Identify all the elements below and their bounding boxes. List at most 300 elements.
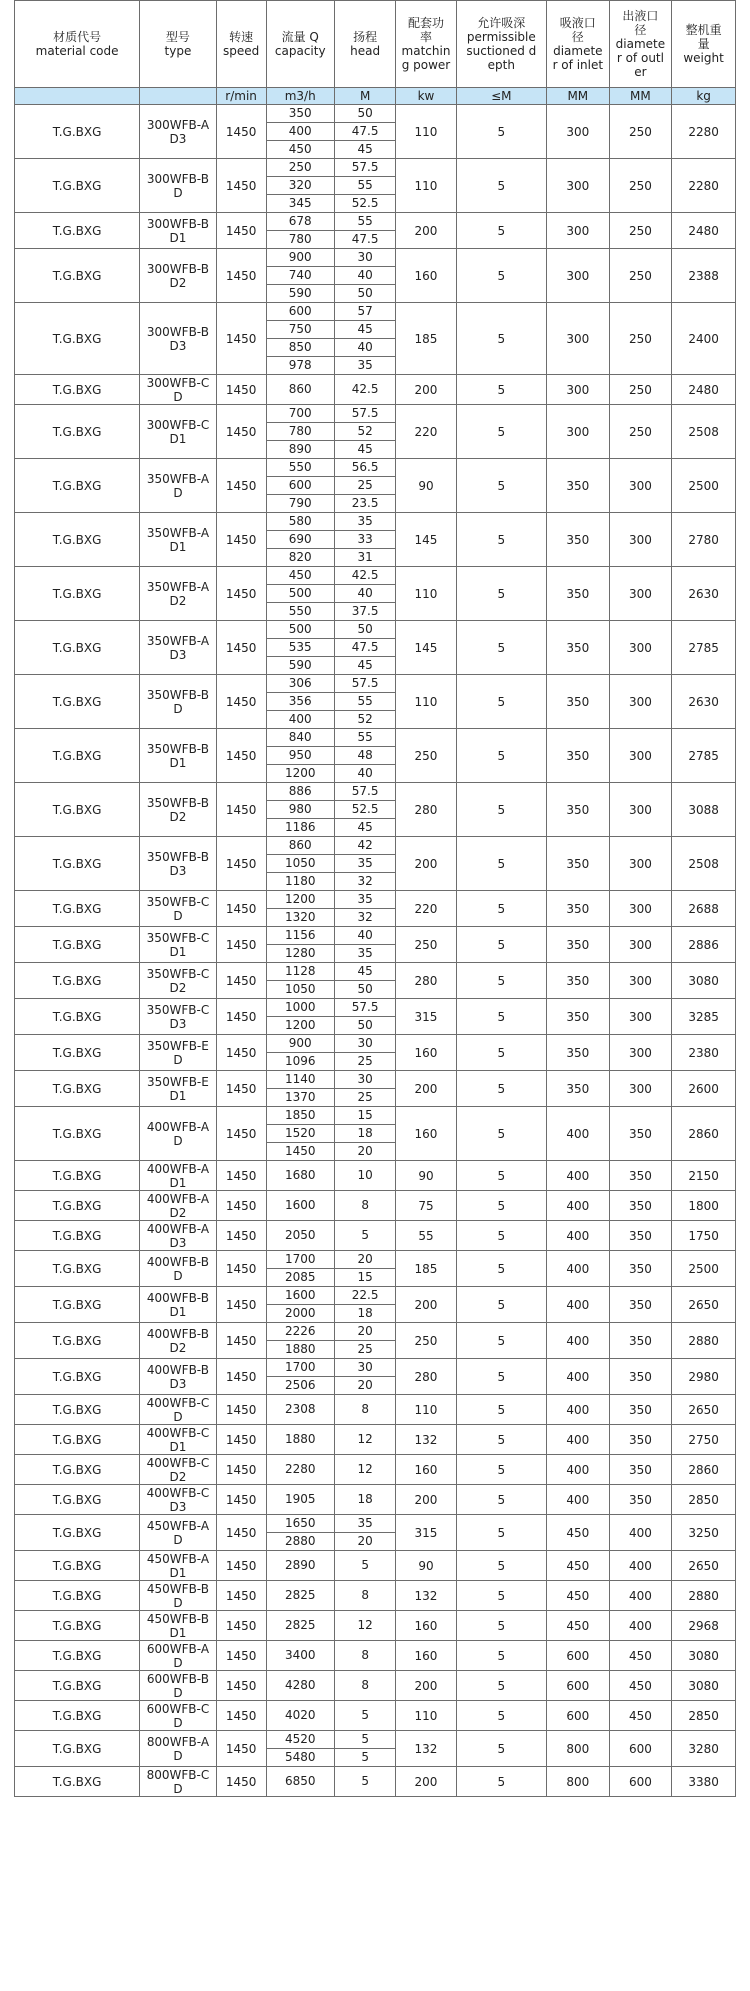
material-code-cell: T.G.BXG xyxy=(15,1767,140,1797)
type-cell: 350WFB-AD2 xyxy=(140,567,217,621)
material-code-cell: T.G.BXG xyxy=(15,675,140,729)
material-code-cell: T.G.BXG xyxy=(15,1359,140,1395)
capacity-cell: 2890 xyxy=(266,1551,334,1581)
suction-depth-cell: 5 xyxy=(456,1641,546,1671)
head-cell: 35 xyxy=(334,855,395,873)
power-cell: 132 xyxy=(396,1425,456,1455)
speed-cell: 1450 xyxy=(216,1455,266,1485)
header-type: 型号 type xyxy=(140,1,217,88)
table-row xyxy=(15,459,736,477)
capacity-cell: 2825 xyxy=(266,1581,334,1611)
head-cell: 45 xyxy=(334,321,395,339)
capacity-cell: 4020 xyxy=(266,1701,334,1731)
capacity-cell: 1600 xyxy=(266,1191,334,1221)
suction-depth-cell: 5 xyxy=(456,1455,546,1485)
head-cell: 57.5 xyxy=(334,783,395,801)
capacity-cell: 860 xyxy=(266,837,334,855)
inlet-cell: 450 xyxy=(547,1515,610,1551)
outlet-cell: 300 xyxy=(609,1035,672,1071)
capacity-cell: 250 xyxy=(266,159,334,177)
suction-depth-cell: 5 xyxy=(456,1359,546,1395)
capacity-cell: 1370 xyxy=(266,1089,334,1107)
speed-cell: 1450 xyxy=(216,1641,266,1671)
capacity-cell: 950 xyxy=(266,747,334,765)
suction-depth-cell: 5 xyxy=(456,1287,546,1323)
material-code-cell: T.G.BXG xyxy=(15,837,140,891)
power-cell: 90 xyxy=(396,1161,456,1191)
header-row xyxy=(15,1,736,88)
speed-cell: 1450 xyxy=(216,159,266,213)
head-cell: 45 xyxy=(334,819,395,837)
table-row xyxy=(15,783,736,801)
weight-cell: 2980 xyxy=(672,1359,736,1395)
table-row xyxy=(15,1323,736,1341)
table-row xyxy=(15,1731,736,1749)
capacity-cell: 450 xyxy=(266,141,334,159)
table-row xyxy=(15,1455,736,1485)
head-cell: 25 xyxy=(334,1053,395,1071)
inlet-cell: 350 xyxy=(547,621,610,675)
inlet-cell: 400 xyxy=(547,1221,610,1251)
material-code-cell: T.G.BXG xyxy=(15,1551,140,1581)
speed-cell: 1450 xyxy=(216,675,266,729)
power-cell: 315 xyxy=(396,999,456,1035)
inlet-cell: 800 xyxy=(547,1767,610,1797)
head-cell: 35 xyxy=(334,945,395,963)
head-cell: 50 xyxy=(334,621,395,639)
table-row xyxy=(15,1161,736,1191)
outlet-cell: 400 xyxy=(609,1551,672,1581)
weight-cell: 3380 xyxy=(672,1767,736,1797)
type-cell: 400WFB-CD3 xyxy=(140,1485,217,1515)
capacity-cell: 1050 xyxy=(266,855,334,873)
material-code-cell: T.G.BXG xyxy=(15,1287,140,1323)
power-cell: 132 xyxy=(396,1731,456,1767)
head-cell: 20 xyxy=(334,1143,395,1161)
type-cell: 400WFB-CD xyxy=(140,1395,217,1425)
power-cell: 132 xyxy=(396,1581,456,1611)
head-cell: 52.5 xyxy=(334,195,395,213)
type-cell: 800WFB-CD xyxy=(140,1767,217,1797)
capacity-cell: 350 xyxy=(266,105,334,123)
power-cell: 200 xyxy=(396,1287,456,1323)
capacity-cell: 400 xyxy=(266,711,334,729)
inlet-cell: 400 xyxy=(547,1251,610,1287)
inlet-cell: 300 xyxy=(547,213,610,249)
type-cell: 450WFB-BD xyxy=(140,1581,217,1611)
table-row xyxy=(15,963,736,981)
material-code-cell: T.G.BXG xyxy=(15,1395,140,1425)
head-cell: 35 xyxy=(334,891,395,909)
material-code-cell: T.G.BXG xyxy=(15,1251,140,1287)
inlet-cell: 400 xyxy=(547,1359,610,1395)
speed-cell: 1450 xyxy=(216,1581,266,1611)
outlet-cell: 300 xyxy=(609,783,672,837)
type-cell: 450WFB-AD xyxy=(140,1515,217,1551)
head-cell: 42 xyxy=(334,837,395,855)
outlet-cell: 350 xyxy=(609,1455,672,1485)
type-cell: 350WFB-AD1 xyxy=(140,513,217,567)
head-cell: 8 xyxy=(334,1191,395,1221)
speed-cell: 1450 xyxy=(216,963,266,999)
speed-cell: 1450 xyxy=(216,621,266,675)
capacity-cell: 900 xyxy=(266,249,334,267)
weight-cell: 2968 xyxy=(672,1611,736,1641)
table-row xyxy=(15,1191,736,1221)
weight-cell: 2750 xyxy=(672,1425,736,1455)
material-code-cell: T.G.BXG xyxy=(15,375,140,405)
table-row xyxy=(15,375,736,405)
power-cell: 110 xyxy=(396,567,456,621)
power-cell: 315 xyxy=(396,1515,456,1551)
suction-depth-cell: 5 xyxy=(456,405,546,459)
inlet-cell: 350 xyxy=(547,1035,610,1071)
power-cell: 160 xyxy=(396,249,456,303)
outlet-cell: 250 xyxy=(609,105,672,159)
table-row xyxy=(15,213,736,231)
head-cell: 40 xyxy=(334,765,395,783)
capacity-cell: 1880 xyxy=(266,1341,334,1359)
head-cell: 30 xyxy=(334,249,395,267)
table-row xyxy=(15,1107,736,1125)
speed-cell: 1450 xyxy=(216,729,266,783)
power-cell: 185 xyxy=(396,303,456,375)
speed-cell: 1450 xyxy=(216,1251,266,1287)
type-cell: 400WFB-BD1 xyxy=(140,1287,217,1323)
capacity-cell: 550 xyxy=(266,459,334,477)
table-row xyxy=(15,1767,736,1797)
capacity-cell: 890 xyxy=(266,441,334,459)
suction-depth-cell: 5 xyxy=(456,1485,546,1515)
weight-cell: 2500 xyxy=(672,459,736,513)
material-code-cell: T.G.BXG xyxy=(15,927,140,963)
head-cell: 18 xyxy=(334,1305,395,1323)
material-code-cell: T.G.BXG xyxy=(15,729,140,783)
head-cell: 5 xyxy=(334,1767,395,1797)
outlet-cell: 350 xyxy=(609,1287,672,1323)
weight-cell: 2650 xyxy=(672,1287,736,1323)
suction-depth-cell: 5 xyxy=(456,1191,546,1221)
capacity-cell: 1050 xyxy=(266,981,334,999)
table-row xyxy=(15,249,736,267)
weight-cell: 2500 xyxy=(672,1251,736,1287)
suction-depth-cell: 5 xyxy=(456,729,546,783)
capacity-cell: 678 xyxy=(266,213,334,231)
head-cell: 55 xyxy=(334,729,395,747)
material-code-cell: T.G.BXG xyxy=(15,1107,140,1161)
outlet-cell: 300 xyxy=(609,621,672,675)
table-row xyxy=(15,1701,736,1731)
header-matching-power: 配套功 率 matchin g power xyxy=(396,1,456,88)
capacity-cell: 700 xyxy=(266,405,334,423)
weight-cell: 3250 xyxy=(672,1515,736,1551)
capacity-cell: 1320 xyxy=(266,909,334,927)
speed-cell: 1450 xyxy=(216,567,266,621)
type-cell: 800WFB-AD xyxy=(140,1731,217,1767)
header-outlet-diameter: 出液口 径 diamete r of outl er xyxy=(609,1,672,88)
material-code-cell: T.G.BXG xyxy=(15,1731,140,1767)
power-cell: 160 xyxy=(396,1035,456,1071)
speed-cell: 1450 xyxy=(216,1731,266,1767)
speed-cell: 1450 xyxy=(216,927,266,963)
table-row xyxy=(15,1287,736,1305)
outlet-cell: 350 xyxy=(609,1251,672,1287)
head-cell: 8 xyxy=(334,1581,395,1611)
inlet-cell: 400 xyxy=(547,1455,610,1485)
type-cell: 300WFB-BD2 xyxy=(140,249,217,303)
weight-cell: 3088 xyxy=(672,783,736,837)
power-cell: 280 xyxy=(396,1359,456,1395)
type-cell: 350WFB-AD3 xyxy=(140,621,217,675)
header-speed: 转速 speed xyxy=(216,1,266,88)
material-code-cell: T.G.BXG xyxy=(15,1323,140,1359)
material-code-cell: T.G.BXG xyxy=(15,405,140,459)
capacity-cell: 600 xyxy=(266,303,334,321)
power-cell: 280 xyxy=(396,963,456,999)
material-code-cell: T.G.BXG xyxy=(15,249,140,303)
capacity-cell: 1200 xyxy=(266,765,334,783)
type-cell: 400WFB-AD3 xyxy=(140,1221,217,1251)
head-cell: 5 xyxy=(334,1221,395,1251)
capacity-cell: 6850 xyxy=(266,1767,334,1797)
type-cell: 400WFB-BD2 xyxy=(140,1323,217,1359)
header-inlet-diameter: 吸液口 径 diamete r of inlet xyxy=(547,1,610,88)
capacity-cell: 306 xyxy=(266,675,334,693)
power-cell: 220 xyxy=(396,405,456,459)
speed-cell: 1450 xyxy=(216,837,266,891)
power-cell: 160 xyxy=(396,1641,456,1671)
table-row xyxy=(15,1395,736,1425)
outlet-cell: 600 xyxy=(609,1767,672,1797)
power-cell: 250 xyxy=(396,1323,456,1359)
weight-cell: 2860 xyxy=(672,1455,736,1485)
weight-cell: 3080 xyxy=(672,963,736,999)
weight-cell: 2600 xyxy=(672,1071,736,1107)
head-cell: 50 xyxy=(334,105,395,123)
weight-cell: 2630 xyxy=(672,567,736,621)
inlet-cell: 450 xyxy=(547,1611,610,1641)
inlet-cell: 450 xyxy=(547,1581,610,1611)
suction-depth-cell: 5 xyxy=(456,1161,546,1191)
type-cell: 450WFB-AD1 xyxy=(140,1551,217,1581)
speed-cell: 1450 xyxy=(216,459,266,513)
inlet-cell: 300 xyxy=(547,375,610,405)
capacity-cell: 1905 xyxy=(266,1485,334,1515)
unit-cell xyxy=(140,88,217,105)
head-cell: 8 xyxy=(334,1395,395,1425)
weight-cell: 2508 xyxy=(672,837,736,891)
type-cell: 350WFB-ED1 xyxy=(140,1071,217,1107)
outlet-cell: 250 xyxy=(609,213,672,249)
suction-depth-cell: 5 xyxy=(456,783,546,837)
type-cell: 400WFB-CD1 xyxy=(140,1425,217,1455)
capacity-cell: 550 xyxy=(266,603,334,621)
header-capacity: 流量 Q capacity xyxy=(266,1,334,88)
inlet-cell: 400 xyxy=(547,1287,610,1323)
head-cell: 42.5 xyxy=(334,567,395,585)
capacity-cell: 750 xyxy=(266,321,334,339)
type-cell: 400WFB-BD xyxy=(140,1251,217,1287)
head-cell: 10 xyxy=(334,1161,395,1191)
suction-depth-cell: 5 xyxy=(456,459,546,513)
head-cell: 35 xyxy=(334,513,395,531)
material-code-cell: T.G.BXG xyxy=(15,213,140,249)
head-cell: 57.5 xyxy=(334,675,395,693)
capacity-cell: 450 xyxy=(266,567,334,585)
type-cell: 350WFB-BD2 xyxy=(140,783,217,837)
head-cell: 40 xyxy=(334,267,395,285)
outlet-cell: 450 xyxy=(609,1671,672,1701)
capacity-cell: 860 xyxy=(266,375,334,405)
suction-depth-cell: 5 xyxy=(456,567,546,621)
power-cell: 200 xyxy=(396,1767,456,1797)
speed-cell: 1450 xyxy=(216,1701,266,1731)
head-cell: 31 xyxy=(334,549,395,567)
weight-cell: 2280 xyxy=(672,105,736,159)
head-cell: 40 xyxy=(334,339,395,357)
type-cell: 600WFB-BD xyxy=(140,1671,217,1701)
table-body xyxy=(15,105,736,1797)
inlet-cell: 350 xyxy=(547,927,610,963)
capacity-cell: 535 xyxy=(266,639,334,657)
inlet-cell: 350 xyxy=(547,459,610,513)
table-row xyxy=(15,1641,736,1671)
table-row xyxy=(15,927,736,945)
unit-cell: MM xyxy=(547,88,610,105)
capacity-cell: 790 xyxy=(266,495,334,513)
speed-cell: 1450 xyxy=(216,375,266,405)
capacity-cell: 320 xyxy=(266,177,334,195)
inlet-cell: 350 xyxy=(547,963,610,999)
material-code-cell: T.G.BXG xyxy=(15,459,140,513)
head-cell: 12 xyxy=(334,1611,395,1641)
type-cell: 450WFB-BD1 xyxy=(140,1611,217,1641)
weight-cell: 2150 xyxy=(672,1161,736,1191)
material-code-cell: T.G.BXG xyxy=(15,1701,140,1731)
inlet-cell: 300 xyxy=(547,405,610,459)
weight-cell: 2650 xyxy=(672,1395,736,1425)
capacity-cell: 850 xyxy=(266,339,334,357)
speed-cell: 1450 xyxy=(216,1611,266,1641)
speed-cell: 1450 xyxy=(216,1221,266,1251)
head-cell: 12 xyxy=(334,1425,395,1455)
material-code-cell: T.G.BXG xyxy=(15,1641,140,1671)
head-cell: 57.5 xyxy=(334,999,395,1017)
weight-cell: 1800 xyxy=(672,1191,736,1221)
inlet-cell: 350 xyxy=(547,783,610,837)
outlet-cell: 300 xyxy=(609,927,672,963)
material-code-cell: T.G.BXG xyxy=(15,1611,140,1641)
power-cell: 110 xyxy=(396,1395,456,1425)
table-row xyxy=(15,1671,736,1701)
outlet-cell: 350 xyxy=(609,1191,672,1221)
power-cell: 220 xyxy=(396,891,456,927)
capacity-cell: 500 xyxy=(266,585,334,603)
outlet-cell: 300 xyxy=(609,1071,672,1107)
weight-cell: 2480 xyxy=(672,375,736,405)
outlet-cell: 400 xyxy=(609,1515,672,1551)
material-code-cell: T.G.BXG xyxy=(15,1221,140,1251)
weight-cell: 2780 xyxy=(672,513,736,567)
head-cell: 8 xyxy=(334,1671,395,1701)
capacity-cell: 2825 xyxy=(266,1611,334,1641)
head-cell: 30 xyxy=(334,1035,395,1053)
capacity-cell: 1180 xyxy=(266,873,334,891)
table-row xyxy=(15,1251,736,1269)
weight-cell: 3080 xyxy=(672,1641,736,1671)
head-cell: 52 xyxy=(334,423,395,441)
inlet-cell: 600 xyxy=(547,1701,610,1731)
capacity-cell: 1200 xyxy=(266,1017,334,1035)
capacity-cell: 1650 xyxy=(266,1515,334,1533)
weight-cell: 2886 xyxy=(672,927,736,963)
capacity-cell: 820 xyxy=(266,549,334,567)
unit-cell: M xyxy=(334,88,395,105)
table-row xyxy=(15,837,736,855)
weight-cell: 2388 xyxy=(672,249,736,303)
head-cell: 37.5 xyxy=(334,603,395,621)
speed-cell: 1450 xyxy=(216,1191,266,1221)
speed-cell: 1450 xyxy=(216,891,266,927)
head-cell: 15 xyxy=(334,1269,395,1287)
capacity-cell: 2050 xyxy=(266,1221,334,1251)
head-cell: 25 xyxy=(334,1089,395,1107)
material-code-cell: T.G.BXG xyxy=(15,891,140,927)
weight-cell: 2630 xyxy=(672,675,736,729)
type-cell: 300WFB-BD3 xyxy=(140,303,217,375)
speed-cell: 1450 xyxy=(216,513,266,567)
power-cell: 200 xyxy=(396,375,456,405)
type-cell: 350WFB-CD3 xyxy=(140,999,217,1035)
power-cell: 145 xyxy=(396,621,456,675)
head-cell: 56.5 xyxy=(334,459,395,477)
power-cell: 200 xyxy=(396,213,456,249)
capacity-cell: 900 xyxy=(266,1035,334,1053)
unit-cell: kg xyxy=(672,88,736,105)
material-code-cell: T.G.BXG xyxy=(15,1515,140,1551)
suction-depth-cell: 5 xyxy=(456,1107,546,1161)
outlet-cell: 300 xyxy=(609,513,672,567)
outlet-cell: 350 xyxy=(609,1395,672,1425)
speed-cell: 1450 xyxy=(216,1323,266,1359)
power-cell: 160 xyxy=(396,1107,456,1161)
capacity-cell: 580 xyxy=(266,513,334,531)
suction-depth-cell: 5 xyxy=(456,891,546,927)
capacity-cell: 4280 xyxy=(266,1671,334,1701)
capacity-cell: 740 xyxy=(266,267,334,285)
capacity-cell: 1700 xyxy=(266,1251,334,1269)
type-cell: 400WFB-AD2 xyxy=(140,1191,217,1221)
capacity-cell: 3400 xyxy=(266,1641,334,1671)
outlet-cell: 350 xyxy=(609,1323,672,1359)
table-row xyxy=(15,891,736,909)
weight-cell: 2280 xyxy=(672,159,736,213)
speed-cell: 1450 xyxy=(216,1767,266,1797)
capacity-cell: 1680 xyxy=(266,1161,334,1191)
suction-depth-cell: 5 xyxy=(456,1035,546,1071)
outlet-cell: 300 xyxy=(609,729,672,783)
capacity-cell: 1128 xyxy=(266,963,334,981)
material-code-cell: T.G.BXG xyxy=(15,1071,140,1107)
table-row xyxy=(15,1485,736,1515)
head-cell: 42.5 xyxy=(334,375,395,405)
type-cell: 400WFB-BD3 xyxy=(140,1359,217,1395)
type-cell: 350WFB-BD1 xyxy=(140,729,217,783)
head-cell: 55 xyxy=(334,213,395,231)
head-cell: 20 xyxy=(334,1533,395,1551)
capacity-cell: 840 xyxy=(266,729,334,747)
head-cell: 33 xyxy=(334,531,395,549)
